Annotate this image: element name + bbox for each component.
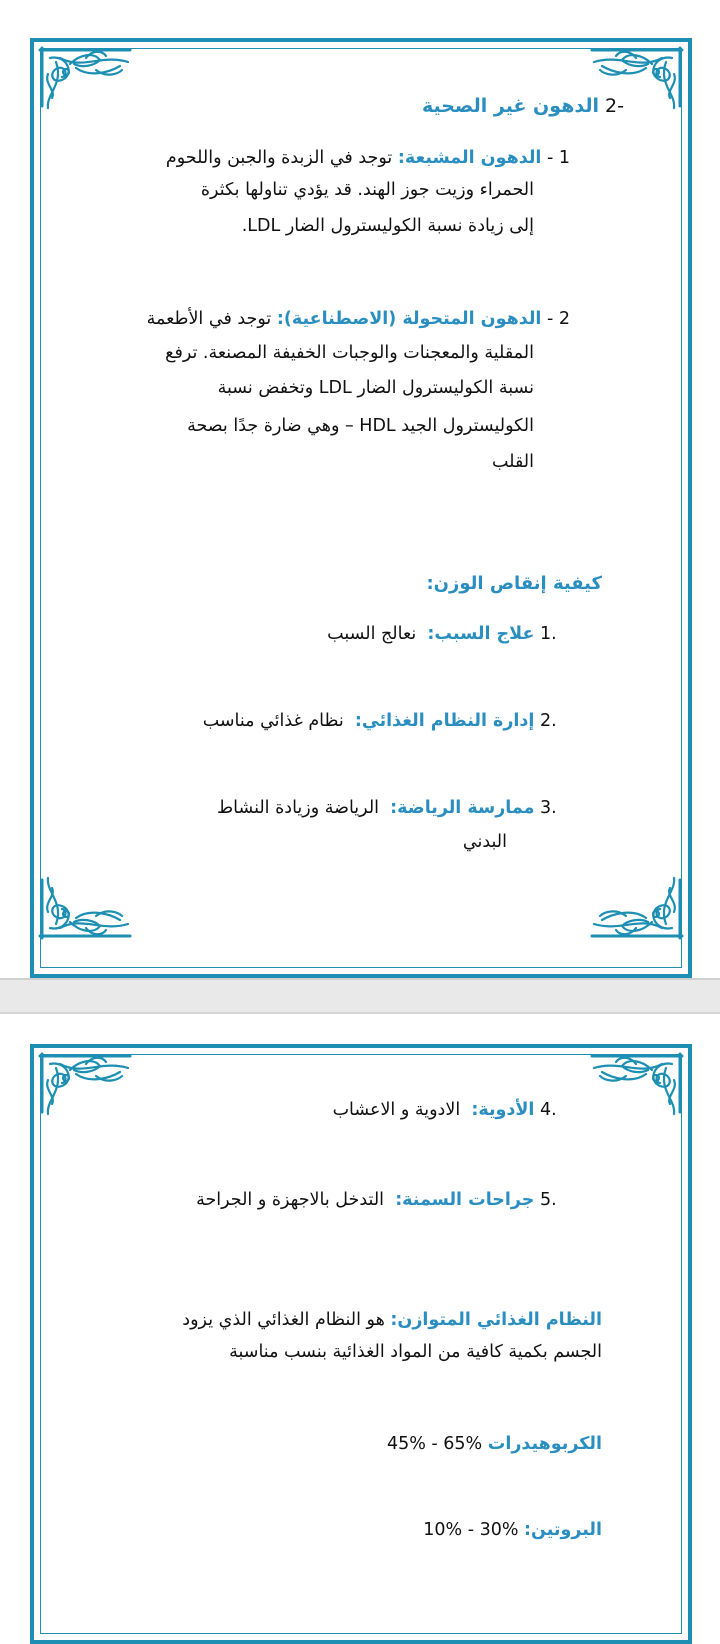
item-title: الدهون المتحولة (الاصطناعية): xyxy=(276,309,542,329)
saturated-fats-item: 1 - الدهون المشبعة: توجد في الزبدة والجبن واللحوم xyxy=(165,148,570,168)
weight-item xyxy=(327,618,570,650)
item-label: علاج السبب: xyxy=(427,624,535,644)
item-text-line: الحمراء وزيت جوز الهند. قد يؤدي تناولها بكثرة xyxy=(200,180,534,200)
weight-item xyxy=(333,1094,570,1126)
heading-number: -2 xyxy=(605,95,624,117)
weight-item xyxy=(217,792,570,824)
ornament-corner-icon xyxy=(36,1050,136,1120)
ornament-corner-icon xyxy=(586,872,686,942)
item-number: 2. xyxy=(540,711,557,731)
item-number: 5. xyxy=(540,1190,557,1210)
balanced-diet-text-line: الجسم بكمية كافية من المواد الغذائية بنسب مناسبة xyxy=(229,1342,602,1362)
item-text-line: إلى زيادة نسبة الكوليسترول الضار LDL. xyxy=(241,216,534,236)
carbs-label: الكربوهيدرات xyxy=(487,1434,602,1454)
weight-item xyxy=(203,705,570,737)
item-text: توجد في الزبدة والجبن واللحوم xyxy=(165,148,393,168)
item-title: الدهون المشبعة: xyxy=(397,148,542,168)
document-page-2 xyxy=(0,1014,720,1600)
balanced-diet-definition xyxy=(182,1304,602,1336)
item-text-line: الكوليسترول الجيد HDL – وهي ضارة جدًا بصحة xyxy=(187,416,534,436)
item-text-line: المقلية والمعجنات والوجبات الخفيفة المصنعة. ترفع xyxy=(165,343,534,363)
protein-range: 10% - 30% xyxy=(423,1520,519,1540)
item-label: الأدوية: xyxy=(471,1100,535,1120)
item-label: جراحات السمنة: xyxy=(395,1190,535,1210)
item-text: التدخل بالاجهزة و الجراحة xyxy=(196,1190,385,1210)
item-number: 3. xyxy=(540,798,557,818)
section-heading xyxy=(422,90,624,122)
item-label: إدارة النظام الغذائي: xyxy=(354,711,535,731)
item-text: الادوية و الاعشاب xyxy=(332,1100,461,1120)
item-label: ممارسة الرياضة: xyxy=(390,798,535,818)
weight-loss-heading: كيفية إنقاص الوزن: xyxy=(426,573,602,594)
page-separator xyxy=(0,978,720,1014)
ornament-corner-icon xyxy=(36,44,136,114)
item-text: توجد في الأطعمة xyxy=(146,309,272,329)
trans-fats-item: 2 - الدهون المتحولة (الاصطناعية): توجد في الأطعمة xyxy=(146,309,570,329)
item-text-line: نسبة الكوليسترول الضار LDL وتخفض نسبة xyxy=(217,378,534,398)
ornament-corner-icon xyxy=(36,872,136,942)
weight-item xyxy=(196,1184,570,1216)
item-text: الرياضة وزيادة النشاط xyxy=(216,798,380,818)
protein-label: البروتين: xyxy=(524,1520,602,1540)
carbs-ratio xyxy=(387,1428,602,1460)
balanced-diet-text: هو النظام الغذائي الذي يزود xyxy=(182,1310,385,1330)
item-text-line: البدني xyxy=(462,832,507,852)
item-number: 4. xyxy=(540,1100,557,1120)
carbs-range: 45% - 65% xyxy=(386,1434,483,1454)
item-text: نظام غذائي مناسب xyxy=(202,711,344,731)
item-number: 1. xyxy=(540,624,557,644)
item-text: نعالج السبب xyxy=(327,624,417,644)
ornament-corner-icon xyxy=(586,1050,686,1120)
item-number: 1 xyxy=(558,148,570,168)
item-number: 2 xyxy=(558,309,570,329)
balanced-diet-title: النظام الغذائي المتوازن: xyxy=(390,1310,602,1330)
item-text-line: القلب xyxy=(491,452,534,472)
protein-ratio xyxy=(423,1514,602,1546)
heading-title: الدهون غير الصحية xyxy=(421,95,599,117)
